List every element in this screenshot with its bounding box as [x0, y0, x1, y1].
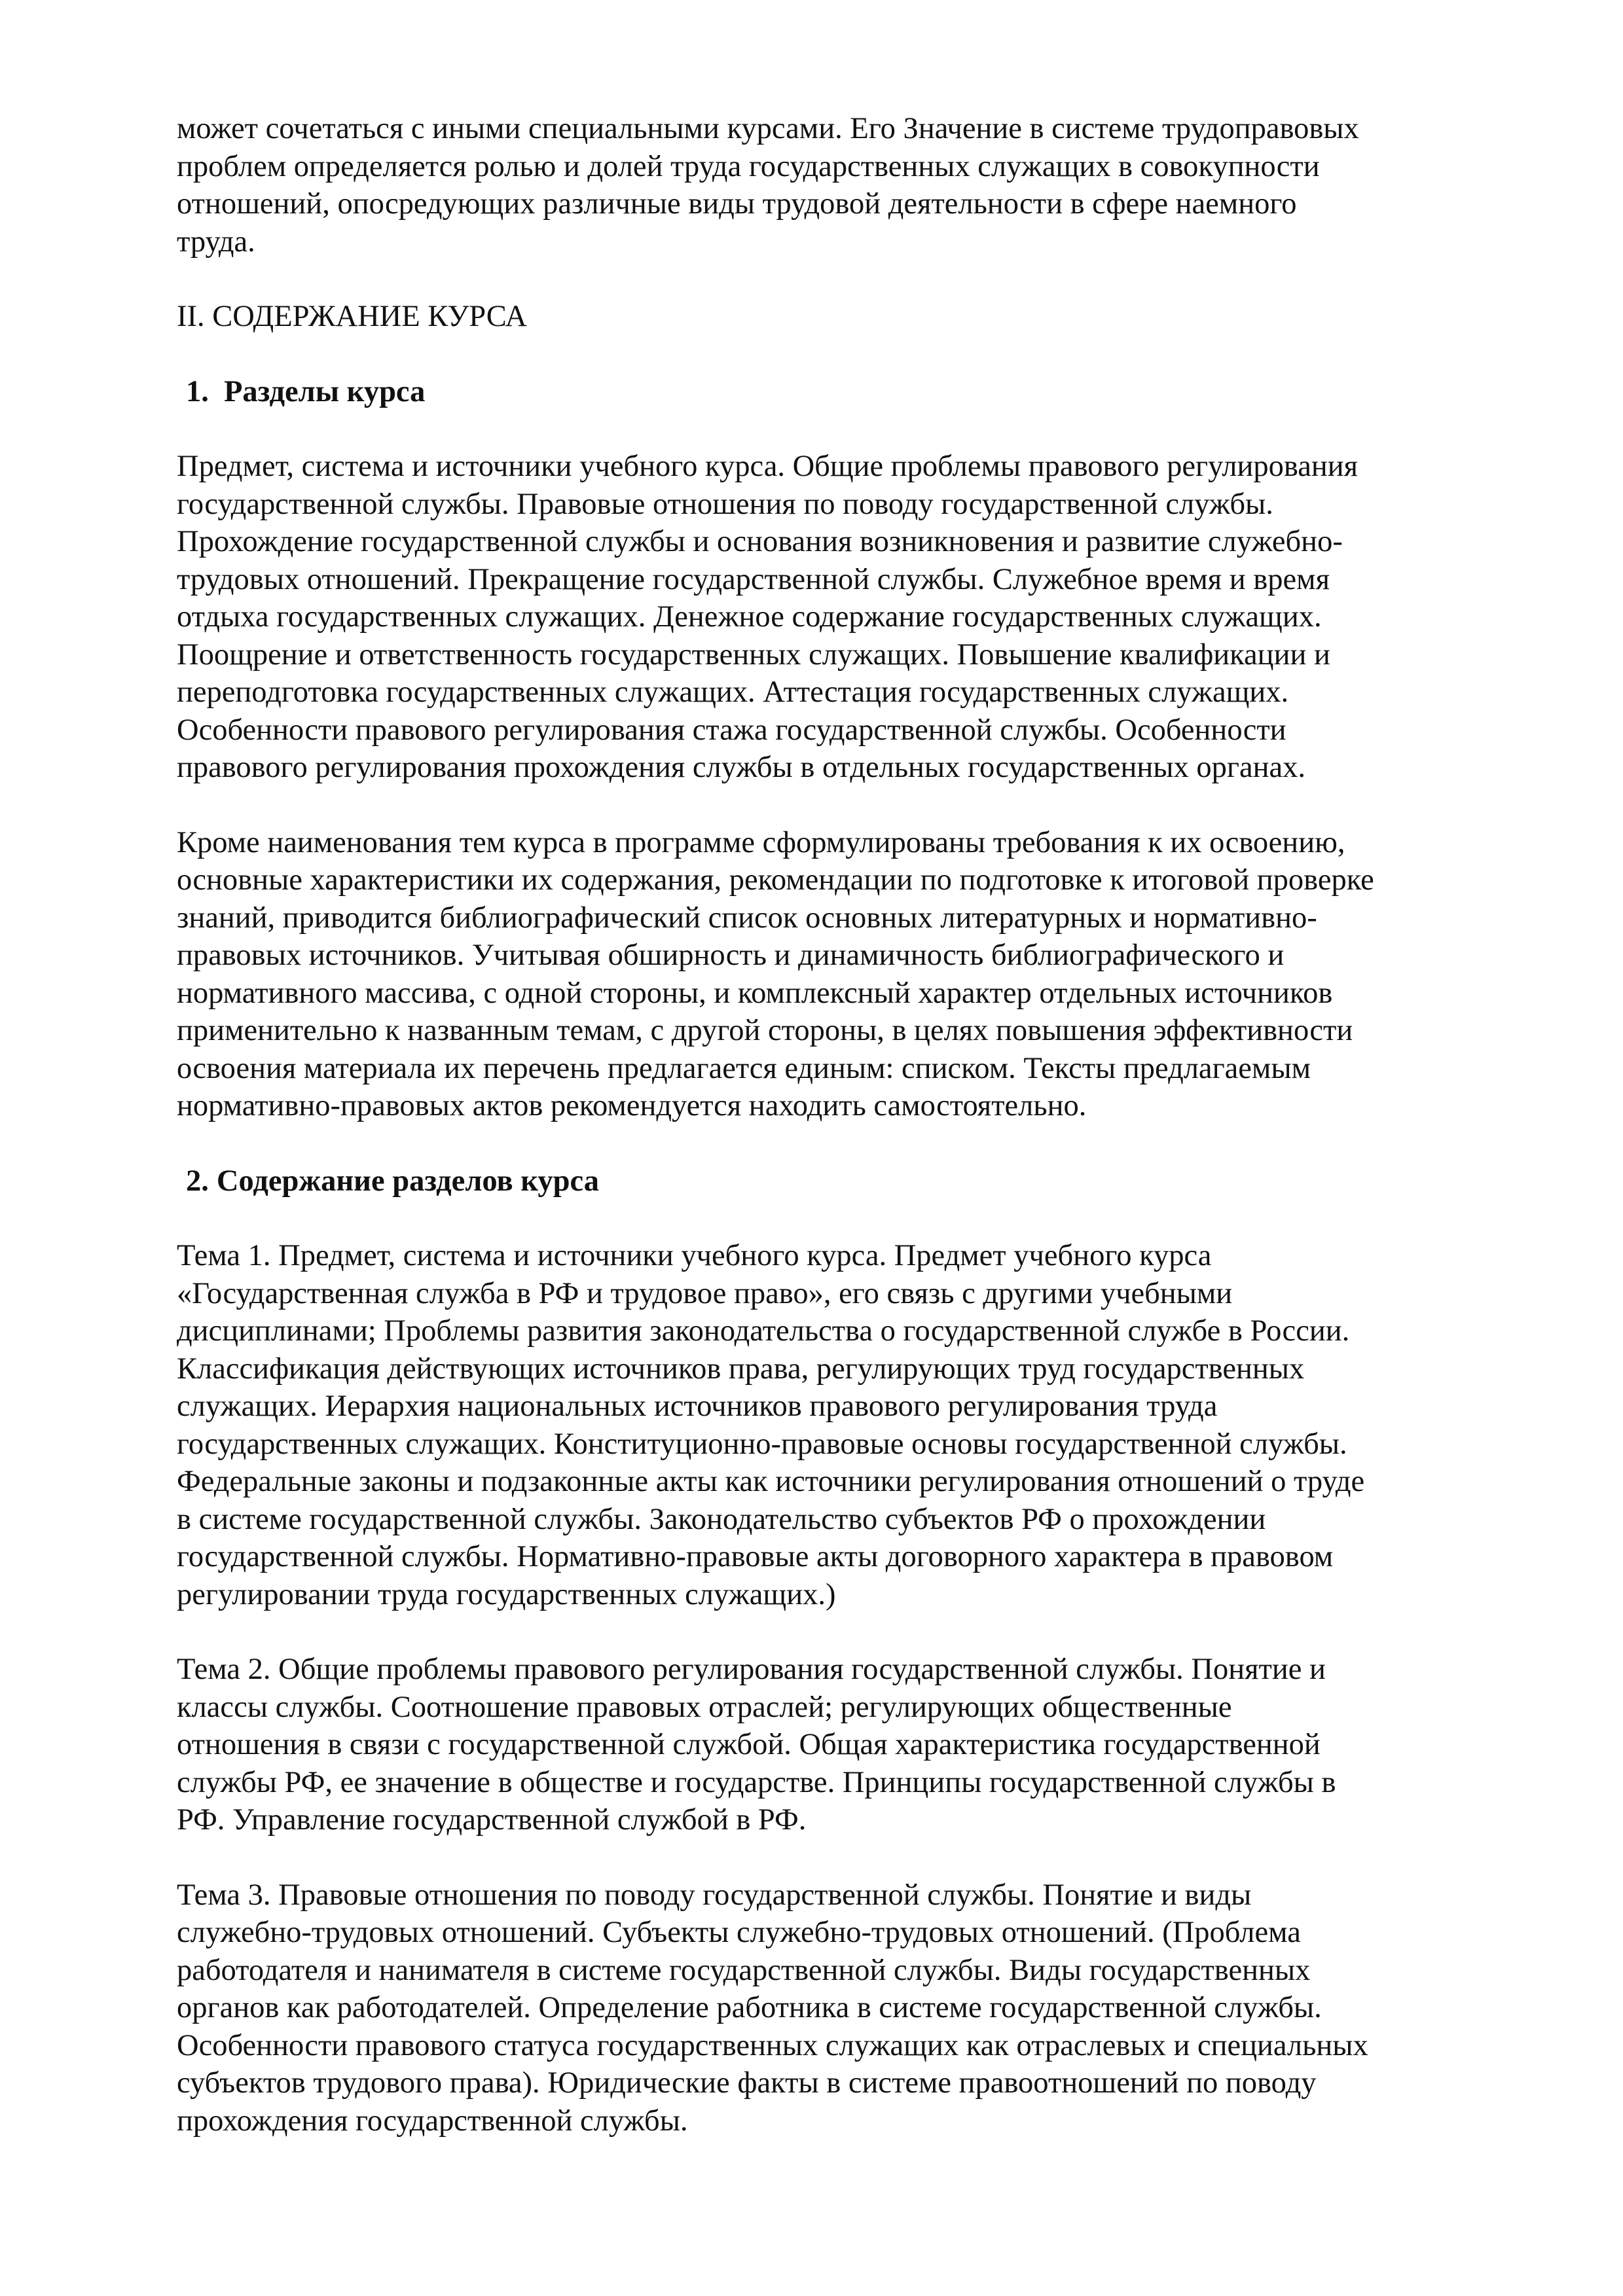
text-line: Кроме наименования тем курса в программе сформулированы требования к их освоению,: [177, 825, 1345, 859]
text-line: регулировании труда государственных служащих.): [177, 1577, 836, 1611]
section-heading: II. СОДЕРЖАНИЕ КУРСА: [177, 300, 527, 333]
text-line: Тема 1. Предмет, система и источники учебного курса. Предмет учебного курса: [177, 1239, 1212, 1272]
text-line: Поощрение и ответственность государственных служащих. Повышение квалификации и: [177, 637, 1330, 672]
spacer: [177, 410, 1525, 448]
text-line: служебно-трудовых отношений. Субъекты служебно-трудовых отношений. (Проблема: [177, 1916, 1301, 1949]
text-line: правовых источников. Учитывая обширность и динамичность библиографического и: [177, 939, 1285, 972]
text-line: отдыха государственных служащих. Денежное содержание государственных служащих.: [177, 600, 1322, 634]
text-line: проблем определяется ролью и долей труда государственных служащих в совокупности: [177, 149, 1320, 183]
text-line: в системе государственной службы. Законодательство субъектов РФ о прохождении: [177, 1502, 1266, 1536]
text-line: Прохождение государственной службы и основания возникновения и развитие служебно-: [177, 525, 1343, 558]
text-line: органов как работодателей. Определение работника в системе государственной службы.: [177, 1991, 1322, 2024]
text-line: субъектов трудового права). Юридические факты в системе правоотношений по поводу: [177, 2066, 1317, 2100]
text-line: государственной службы. Правовые отношения по поводу государственной службы.: [177, 487, 1273, 521]
text-line: Особенности правового статуса государственных служащих как отраслевых и специальных: [177, 2028, 1368, 2062]
text-line: Федеральные законы и подзаконные акты как источники регулирования отношений о труде: [177, 1465, 1365, 1498]
topic-1-paragraph: [177, 1237, 1525, 1613]
text-line: «Государственная служба в РФ и трудовое право», его связь с другими учебными: [177, 1276, 1233, 1310]
text-line: Предмет, система и источники учебного курса. Общие проблемы правового регулирования: [177, 450, 1359, 483]
text-line: освоения материала их перечень предлагается единым: списком. Тексты предлагаемым: [177, 1051, 1311, 1085]
text-line: отношения в связи с государственной службой. Общая характеристика государственной: [177, 1728, 1321, 1761]
spacer: [177, 260, 1525, 298]
text-line: применительно к названным темам, с другой стороны, в целях повышения эффективности: [177, 1014, 1353, 1047]
text-line: Тема 2. Общие проблемы правового регулирования государственной службы. Понятие и: [177, 1653, 1326, 1686]
subsection-heading-sections: [177, 373, 1525, 411]
spacer: [177, 336, 1525, 373]
text-line: нормативного массива, с одной стороны, и комплексный характер отдельных источников: [177, 976, 1333, 1010]
program-paragraph: [177, 824, 1525, 1125]
text-line: работодателя и нанимателя в системе государственной службы. Виды государственных: [177, 1953, 1311, 1987]
text-line: основные характеристики их содержания, рекомендации по подготовке к итоговой проверке: [177, 863, 1374, 897]
text-line: службы РФ, ее значение в обществе и государстве. Принципы государственной службы в: [177, 1765, 1336, 1799]
topic-3-paragraph: [177, 1876, 1525, 2140]
text-line: нормативно-правовых актов рекомендуется находить самостоятельно.: [177, 1089, 1087, 1122]
text-line: Тема 3. Правовые отношения по поводу государственной службы. Понятие и виды: [177, 1878, 1252, 1912]
text-line: труда.: [177, 224, 255, 259]
intro-paragraph: [177, 110, 1525, 260]
text-line: трудовых отношений. Прекращение государственной службы. Служебное время и время: [177, 562, 1330, 596]
spacer: [177, 1839, 1525, 1876]
text-line: правового регулирования прохождения службы в отдельных государственных органах.: [177, 751, 1306, 784]
text-line: государственной службы. Нормативно-правовые акты договорного характера в правовом: [177, 1540, 1334, 1573]
topic-2-paragraph: [177, 1651, 1525, 1839]
text-line: РФ. Управление государственной службой в РФ.: [177, 1803, 807, 1837]
subsection-number: 2.: [186, 1164, 209, 1198]
text-line: дисциплинами; Проблемы развития законодательства о государственной службе в России.: [177, 1314, 1350, 1348]
text-line: классы службы. Соотношение правовых отраслей; регулирующих общественные: [177, 1690, 1232, 1724]
subsection-heading-contents: [177, 1162, 1525, 1200]
text-line: государственных служащих. Конституционно-правовые основы государственной службы.: [177, 1427, 1347, 1461]
spacer: [177, 1200, 1525, 1237]
spacer: [177, 1613, 1525, 1651]
spacer: [177, 1125, 1525, 1162]
subsection-title: Содержание разделов курса: [216, 1164, 599, 1198]
text-line: знаний, приводится библиографический список основных литературных и нормативно-: [177, 901, 1317, 935]
subsection-title: Разделы курса: [224, 374, 426, 408]
text-line: переподготовка государственных служащих. Аттестация государственных служащих.: [177, 675, 1289, 709]
spacer: [177, 787, 1525, 824]
text-line: служащих. Иерархия национальных источников правового регулирования труда: [177, 1390, 1218, 1423]
text-line: может сочетаться с иными специальными курсами. Его Значение в системе трудоправовых: [177, 112, 1359, 145]
text-line: Классификация действующих источников права, регулирующих труд государственных: [177, 1352, 1305, 1386]
subsection-number: 1.: [186, 374, 209, 408]
document-page: [177, 110, 1525, 2140]
text-line: прохождения государственной службы.: [177, 2104, 688, 2138]
text-line: Особенности правового регулирования стажа государственной службы. Особенности: [177, 713, 1286, 747]
sections-paragraph: [177, 448, 1525, 787]
text-line: отношений, опосредующих различные виды трудовой деятельности в сфере наемного: [177, 187, 1297, 221]
